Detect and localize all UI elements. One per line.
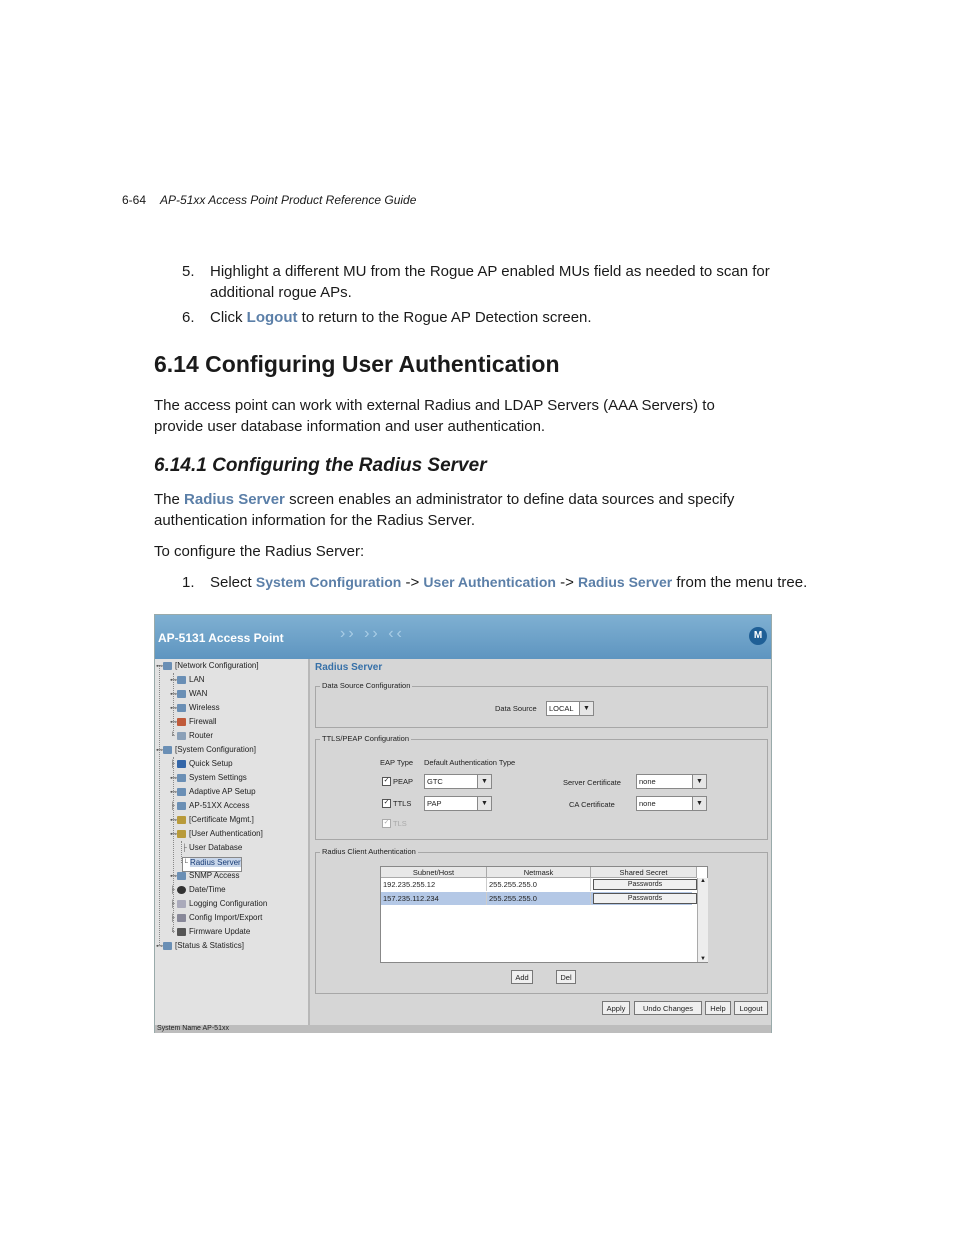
ca-certificate-select[interactable]: none ▼ [636,796,707,811]
step-6: 6. Click Logout to return to the Rogue AP Detection screen. [182,309,592,326]
subsection-paragraph: The Radius Server screen enables an administrator to define data sources and specify authentication information for the Radius Server. [154,491,735,529]
step-5-text: Highlight a different MU from the Rogue AP enabled MUs field as needed to scan for additional rogue APs. [210,263,770,301]
eap-type-header: EAP Type [380,758,414,767]
app-screenshot [154,614,772,1033]
tree-user-database[interactable]: ├ User Database [182,843,243,852]
scroll-up-icon: ▲ [700,878,706,884]
statistics-icon [163,942,172,950]
tree-adaptive-ap-setup[interactable]: ⊷ Adaptive AP Setup [170,787,256,796]
section-title: 6.14 Configuring User Authentication [154,351,560,377]
user-auth-icon [177,830,186,838]
radius-server-link[interactable]: Radius Server [184,491,285,508]
decorative-signal-icon: ›› ›› ‹‹ [340,625,405,642]
running-header [122,193,416,207]
tree-certificate-mgmt[interactable]: ⊷ [Certificate Mgmt.] [170,815,254,824]
user-authentication-link[interactable]: User Authentication [423,574,556,590]
tree-radius-server[interactable]: └ Radius Server [182,857,242,872]
col-netmask: Netmask [487,867,591,878]
server-certificate-select[interactable]: none ▼ [636,774,707,789]
wireless-icon [177,704,186,712]
ttls-label: TTLS [393,799,412,808]
tree-status-statistics[interactable]: ⊷ [Status & Statistics] [156,941,244,950]
chevron-down-icon: ▼ [692,797,706,810]
tree-lan[interactable]: ⊷ LAN [170,675,205,684]
logout-button[interactable]: Logout [734,1001,768,1015]
access-icon [177,802,186,810]
tree-wireless[interactable]: ⊷ Wireless [170,703,220,712]
tree-firmware-update[interactable]: └ Firmware Update [170,927,251,936]
router-icon [177,732,186,740]
settings-icon [177,774,186,782]
certificate-icon [177,816,186,824]
peap-checkbox[interactable]: ✓ [383,777,390,784]
radius-server-menu-link[interactable]: Radius Server [578,574,673,590]
data-source-group: Data Source Configuration Data Source LOCAL ▼ [315,686,768,728]
tree-wan[interactable]: ⊷ WAN [170,689,208,698]
section-intro: The access point can work with external Radius and LDAP Servers (AAA Servers) to provide user database information and user authentication. [154,397,715,435]
tree-ap-51xx-access[interactable]: ├ AP-51XX Access [170,801,250,810]
app-titlebar [155,615,771,659]
subsection-title: 6.14.1 Configuring the Radius Server [154,455,487,476]
tree-system-settings[interactable]: ⊷ System Settings [170,773,247,782]
firmware-icon [177,928,186,936]
ttls-peap-group: TTLS/PEAP Configuration EAP Type Default Authentication Type ✓ PEAP GTC ▼ ✓ TTLS PAP ▼ ✓ TLS Server Certificate none ▼ CA Certificate none ▼ [315,739,768,840]
col-subnet-host: Subnet/Host [381,867,487,878]
ca-certificate-label: CA Certificate [569,800,615,809]
step-1: 1. Select System Configuration -> User Authentication -> Radius Server from the menu tree. [182,574,808,591]
server-certificate-label: Server Certificate [563,778,621,787]
help-button[interactable]: Help [705,1001,731,1015]
ttls-checkbox[interactable]: ✓ [383,799,390,806]
add-button[interactable]: Add [511,970,533,984]
panel-title: Radius Server [315,662,383,673]
wan-icon [177,690,186,698]
undo-changes-button[interactable]: Undo Changes [634,1001,702,1015]
passwords-button[interactable]: Passwords [593,879,697,890]
system-configuration-link[interactable]: System Configuration [255,574,402,590]
tree-date-time[interactable]: ├ Date/Time [170,885,226,894]
log-icon [177,900,186,908]
app-title: AP-5131 Access Point [158,631,284,645]
table-scrollbar[interactable] [697,878,708,962]
motorola-logo-icon: M [749,627,767,645]
logout-link[interactable]: Logout [246,309,298,326]
tree-snmp-access[interactable]: ⊷ SNMP Access [170,871,240,880]
del-button[interactable]: Del [556,970,576,984]
chevron-down-icon: ▼ [579,702,593,715]
page-number: 6-64 [122,193,147,207]
tree-network-configuration[interactable]: ⊷ [Network Configuration] [156,661,259,670]
tree-config-import-export[interactable]: ├ Config Import/Export [170,913,263,922]
chevron-down-icon: ▼ [692,775,706,788]
tree-quick-setup[interactable]: ├ Quick Setup [170,759,233,768]
tls-checkbox[interactable]: ✓ [383,819,390,826]
adaptive-ap-icon [177,788,186,796]
default-auth-header: Default Authentication Type [424,758,516,767]
tls-label: TLS [393,819,407,828]
tree-system-configuration[interactable]: ⊷ [System Configuration] [156,745,256,754]
snmp-icon [177,872,186,880]
tree-logging-configuration[interactable]: ├ Logging Configuration [170,899,268,908]
table-row[interactable]: 157.235.112.234 255.255.255.0 Passwords [381,892,692,905]
chevron-down-icon: ▼ [477,797,491,810]
chevron-down-icon: ▼ [477,775,491,788]
passwords-button[interactable]: Passwords [593,893,697,904]
main-panel [312,659,771,1025]
tree-router[interactable]: └ Router [170,731,214,740]
data-source-select[interactable]: LOCAL ▼ [546,701,594,716]
col-shared-secret: Shared Secret [591,867,697,878]
import-export-icon [177,914,186,922]
table-row[interactable]: 192.235.255.12 255.255.255.0 Passwords [381,878,692,891]
lan-icon [177,676,186,684]
tree-user-authentication[interactable]: ⊷ [User Authentication] [170,829,263,838]
clock-icon [177,886,186,894]
guide-title: AP-51xx Access Point Product Reference Guide [160,193,417,207]
scroll-down-icon: ▼ [700,956,706,962]
menu-tree [155,659,310,1025]
arrow-icon [177,760,186,768]
peap-auth-select[interactable]: GTC ▼ [424,774,492,789]
firewall-icon [177,718,186,726]
status-bar: System Name AP-51xx [155,1025,771,1033]
ttls-auth-select[interactable]: PAP ▼ [424,796,492,811]
data-source-label: Data Source [495,704,537,713]
configure-intro: To configure the Radius Server: [154,543,365,560]
radius-client-group: Radius Client Authentication Subnet/Host Netmask Shared Secret 192.235.255.12 255.255.255.0 Passwords 157.235.112.234 255.255.255.0 Passwords ▲ ▼ Add Del [315,852,768,994]
system-config-icon [163,746,172,754]
network-icon [163,662,172,670]
apply-button[interactable]: Apply [602,1001,630,1015]
step-5: 5. Highlight a different MU from the Rogue AP enabled MUs field as needed to scan for additional rogue APs. [182,263,770,301]
peap-label: PEAP [393,777,414,786]
radius-client-table [380,866,708,963]
tree-firewall[interactable]: ⊷ Firewall [170,717,217,726]
